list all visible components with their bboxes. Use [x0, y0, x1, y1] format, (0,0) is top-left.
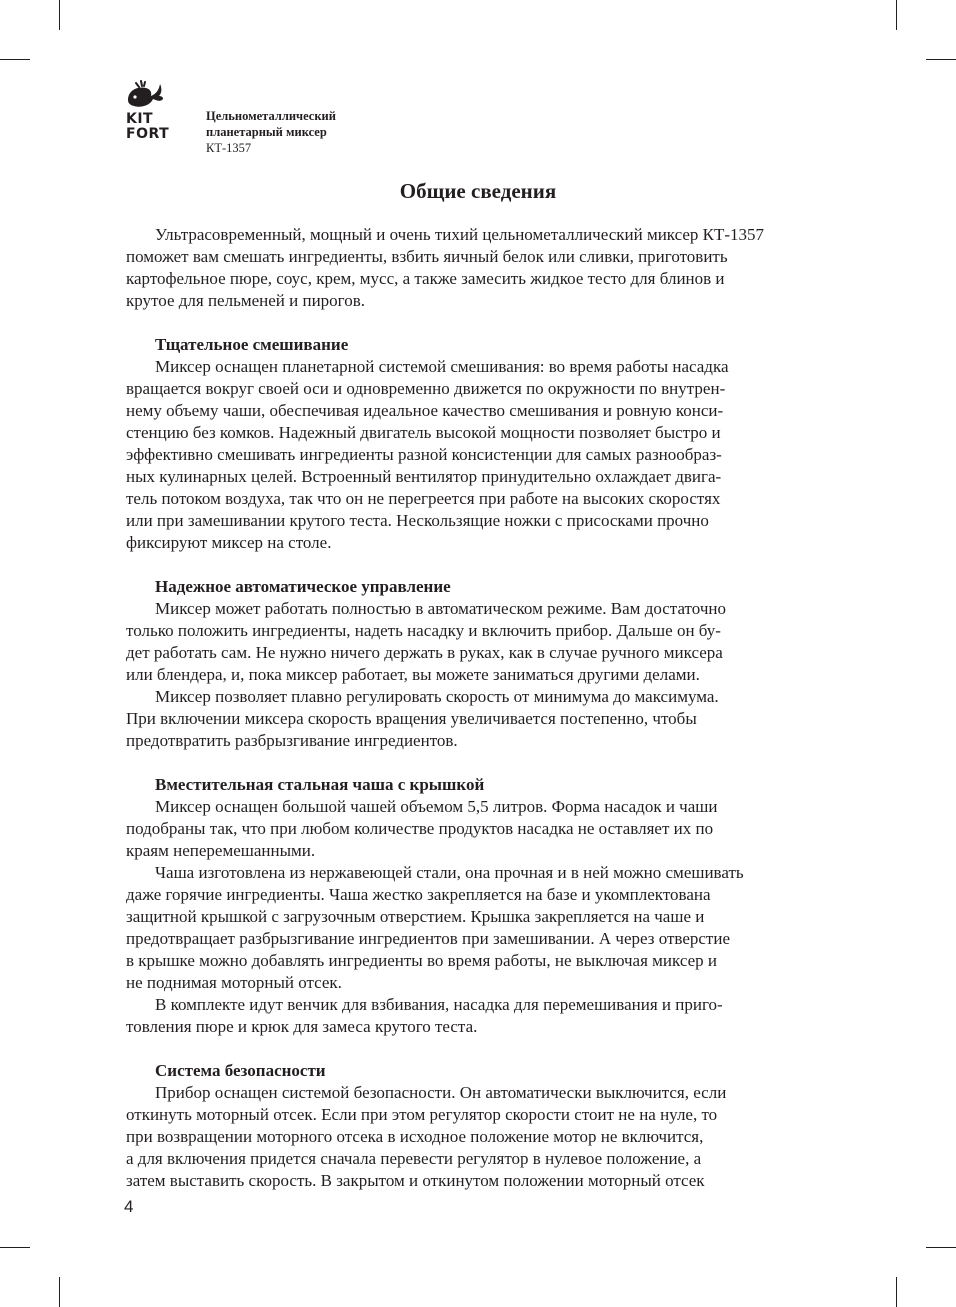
crop-mark: [896, 1277, 897, 1307]
page-number: 4: [124, 1197, 134, 1216]
text-line: Ультрасовременный, мощный и очень тихий цельнометаллический миксер КТ-1357: [155, 225, 765, 244]
text-line: Миксер позволяет плавно регулировать скорость от минимума до максимума.: [155, 687, 719, 706]
product-line-1: Цельнометаллический: [206, 109, 336, 123]
text-line: крутое для пельменей и пирогов.: [126, 291, 365, 310]
brand-logo: [126, 80, 190, 142]
page-title: Общие сведения: [399, 179, 557, 203]
text-line: вращается вокруг своей оси и одновременно движется по окружности по внутрен-: [126, 379, 726, 398]
crop-mark: [926, 59, 956, 60]
text-line: подобраны так, что при любом количестве продуктов насадка не оставляет их по: [126, 819, 714, 838]
section-control: [126, 576, 840, 752]
crop-mark: [896, 0, 897, 30]
text-line: поможет вам смешать ингредиенты, взбить яичный белок или сливки, приготовить: [126, 247, 728, 266]
text-line: откинуть моторный отсек. Если при этом регулятор скорости стоит не на нуле, то: [126, 1105, 718, 1124]
whale-logo-icon: [126, 80, 164, 110]
text-line: Миксер оснащен планетарной системой смешивания: во время работы насадка: [155, 357, 729, 376]
text-line: При включении миксера скорость вращения увеличивается постепенно, чтобы: [126, 709, 697, 728]
logo-text-kit: KIT: [126, 111, 154, 127]
text-line: только положить ингредиенты, надеть насадку и включить прибор. Дальше он бу-: [126, 621, 721, 640]
text-line: Миксер оснащен большой чашей объемом 5,5 литров. Форма насадок и чаши: [155, 797, 718, 816]
text-line: или при замешивании крутого теста. Нескользящие ножки с присосками прочно: [126, 511, 709, 530]
text-line: защитной крышкой с загрузочным отверстием. Крышка закрепляется на чаше и: [126, 907, 705, 926]
text-line: дет работать сам. Не нужно ничего держать в руках, как в случае ручного миксера: [126, 643, 723, 662]
intro-paragraph: [126, 224, 840, 312]
section-heading: Тщательное смешивание: [155, 335, 349, 354]
product-header: [206, 108, 336, 156]
text-line: не поднимая моторный отсек.: [126, 973, 342, 992]
text-line: ных кулинарных целей. Встроенный вентилятор принудительно охлаждает двига-: [126, 467, 722, 486]
text-line: Миксер может работать полностью в автоматическом режиме. Вам достаточно: [155, 599, 726, 618]
text-line: фиксируют миксер на столе.: [126, 533, 332, 552]
text-line: в крышке можно добавлять ингредиенты во время работы, не выключая миксер и: [126, 951, 717, 970]
section-bowl: [126, 774, 840, 1038]
text-line: затем выставить скорость. В закрытом и откинутом положении моторный отсек: [126, 1171, 705, 1190]
text-line: краям неперемешанными.: [126, 841, 316, 860]
text-line: Прибор оснащен системой безопасности. Он автоматически выключится, если: [155, 1083, 727, 1102]
text-line: при возвращении моторного отсека в исходное положение мотор не включится,: [126, 1127, 704, 1146]
section-safety: [126, 1060, 840, 1192]
text-line: предотвращает разбрызгивание ингредиентов при замешивании. А через отверстие: [126, 929, 730, 948]
text-line: нему объему чаши, обеспечивая идеальное качество смешивания и ровную конси-: [126, 401, 724, 420]
product-line-2: планетарный миксер: [206, 125, 327, 139]
text-line: товления пюре и крюк для замеса крутого теста.: [126, 1017, 478, 1036]
text-line: эффективно смешивать ингредиенты разной консистенции для самых разнообраз-: [126, 445, 722, 464]
section-mixing: [126, 334, 840, 554]
text-line: а для включения придется сначала перевести регулятор в нулевое положение, а: [126, 1149, 702, 1168]
section-heading: Надежное автоматическое управление: [155, 577, 451, 596]
text-line: стенцию без комков. Надежный двигатель высокой мощности позволяет быстро и: [126, 423, 721, 442]
text-line: тель потоком воздуха, так что он не перегреется при работе на высоких скоростях: [126, 489, 721, 508]
text-line: картофельное пюре, соус, крем, мусс, а также замесить жидкое тесто для блинов и: [126, 269, 725, 288]
text-line: предотвратить разбрызгивание ингредиентов.: [126, 731, 458, 750]
text-line: Чаша изготовлена из нержавеющей стали, она прочная и в ней можно смешивать: [155, 863, 744, 882]
crop-mark: [926, 1247, 956, 1248]
logo-text-fort: FORT: [126, 126, 170, 142]
crop-mark: [59, 0, 60, 30]
section-heading: Система безопасности: [155, 1061, 326, 1080]
document-body: [126, 224, 840, 1192]
crop-mark: [59, 1277, 60, 1307]
text-line: В комплекте идут венчик для взбивания, насадка для перемешивания и приго-: [155, 995, 723, 1014]
section-heading: Вместительная стальная чаша с крышкой: [155, 775, 485, 794]
text-line: или блендера, и, пока миксер работает, вы можете заниматься другими делами.: [126, 665, 700, 684]
crop-mark: [0, 59, 30, 60]
crop-mark: [0, 1247, 30, 1248]
product-model: КТ-1357: [206, 141, 252, 155]
text-line: даже горячие ингредиенты. Чаша жестко закрепляется на базе и укомплектована: [126, 885, 711, 904]
